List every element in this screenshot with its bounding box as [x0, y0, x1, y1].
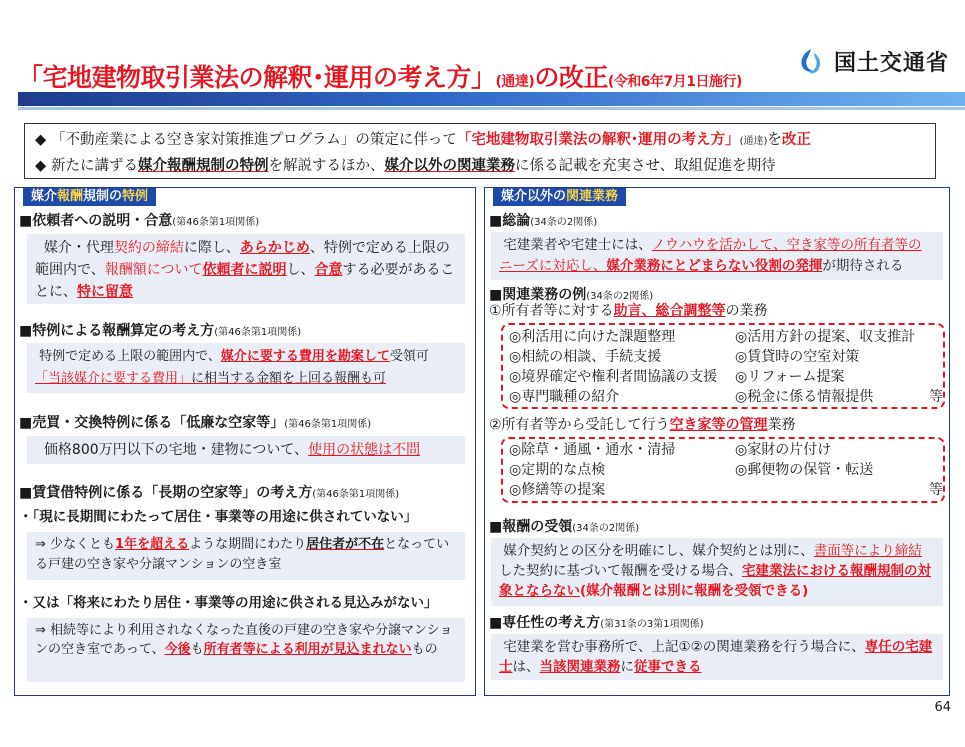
section-ref: (34条の2関係)	[572, 523, 640, 534]
highlight: 書面等により締結	[813, 543, 922, 559]
intro-text: を解説するほか、	[268, 158, 385, 174]
list-item: ◎専門職種の紹介	[509, 389, 620, 405]
right-panel-heading	[493, 188, 626, 206]
heading-text: 媒介	[31, 189, 58, 204]
explanation-block	[491, 232, 943, 280]
title-kaisei: の改正	[534, 63, 608, 92]
task-list-1	[509, 327, 943, 407]
highlight: 当該関連業務	[539, 659, 621, 675]
list-item: ◎税金に係る情報提供	[735, 389, 874, 405]
text: 、特例で定める上限の範囲内で、	[35, 240, 450, 278]
list-item: ◎利活用に向けた課題整理	[509, 329, 676, 345]
intro-highlight: 媒介報酬規制の特例	[138, 158, 269, 174]
section-ref: (第46条第1項関係)	[214, 327, 302, 338]
text: した契約に基づいて報酬を受ける場合、	[499, 563, 742, 579]
highlight: 従事できる	[634, 659, 702, 675]
heading-highlight: 報酬	[57, 189, 84, 204]
title-date: (令和6年7月1日施行)	[607, 74, 742, 90]
highlight: ノウハウを活かして、空き家等の所有者等のニーズに対応し、	[499, 237, 922, 274]
highlight: 居住者が不在	[306, 537, 385, 552]
section-title-text: ■関連業務の例	[489, 287, 587, 303]
task-list-col-left	[509, 440, 675, 500]
section-ref: (第46条第1項関係)	[172, 217, 260, 228]
title-main: 「宅地建物取引業法の解釈･運用の考え方」	[18, 63, 496, 92]
related-tasks-box-1	[501, 323, 945, 409]
left-panel	[14, 187, 476, 696]
etc-label: 等	[929, 482, 943, 498]
text: 宅建業者や宅建士には、	[503, 237, 652, 253]
highlight: 宅建業法における報酬規制の対象とならない	[499, 563, 931, 599]
text: 媒介・代理	[43, 240, 114, 256]
section-title-text: ■専任性の考え方	[489, 615, 601, 631]
list-item: ◎郵便物の保管・転送	[735, 462, 874, 478]
criterion-1: ・「現に長期間にわたって居住・事業等の用途に供されていない」	[19, 509, 418, 525]
text: もの	[411, 642, 438, 657]
block-line	[35, 346, 457, 368]
section-ref: (第46条第1項関係)	[284, 419, 372, 430]
intro-line-1	[35, 128, 925, 154]
section-ref: (第46条第1項関係)	[312, 489, 400, 500]
section-title-text: ■賃貸借特例に係る「長期の空家等」の考え方	[19, 485, 313, 501]
list-item: ◎相続の相談、手続支援	[509, 349, 662, 365]
text: ⇒ 相続等により利用されなくなった直後の戸建の空き家や分譲マンションの空き室であって、	[35, 623, 453, 657]
right-panel	[484, 187, 950, 696]
section-ref: (第31条の3第1項関係)	[600, 619, 704, 630]
intro-highlight: 改正	[781, 132, 811, 148]
subsection-1	[489, 300, 768, 322]
highlight: 特に留意	[77, 284, 133, 300]
highlight: 使用の状態は不問	[308, 442, 421, 458]
text: し、	[286, 262, 315, 278]
highlight: 1年を超える	[115, 537, 190, 552]
highlight: (媒介報酬とは別に報酬を受領できる)	[580, 583, 809, 599]
highlight: 報酬額について	[104, 262, 203, 278]
task-list-col-left	[509, 327, 717, 407]
intro-text: に係る記載を充実させ、取組促進を期待	[515, 158, 776, 174]
highlight: 所有者等による利用が見込まれない	[203, 642, 412, 657]
task-list-2	[509, 440, 943, 502]
page-title	[18, 58, 742, 94]
section-title	[489, 516, 639, 536]
highlight: 専任の宅建士	[499, 639, 933, 675]
mlit-logo-icon	[794, 47, 828, 77]
page-number: 64	[934, 700, 951, 715]
heading-highlight: 特例	[122, 189, 149, 204]
text: 業務	[767, 417, 796, 433]
highlight: 「当該媒介に要する費用」	[35, 371, 192, 386]
heading-text: 規制の	[83, 189, 123, 204]
section-title-text: ■依頼者への説明・合意	[19, 213, 173, 229]
section-title-text: ■売買・交換特例に係る「低廉な空家等」	[19, 415, 285, 431]
header-divider	[18, 92, 965, 106]
section-title	[19, 320, 301, 340]
section-ref: (34条の2関係)	[586, 291, 654, 302]
text: に相当する金額を上回る報酬も可	[191, 371, 387, 386]
ministry-name: 国土交通省	[833, 51, 949, 76]
intro-highlight: 「宅地建物取引業法の解釈･運用の考え方」	[456, 132, 740, 148]
ministry-logo	[794, 46, 949, 77]
list-item: ◎定期的な点検	[509, 462, 606, 478]
explanation-block	[491, 634, 943, 680]
intro-highlight: 媒介以外の関連業務	[384, 158, 515, 174]
left-panel-heading	[23, 188, 156, 206]
list-item: ◎境界確定や権利者間協議の支援	[509, 369, 718, 385]
task-list-col-right	[735, 440, 873, 480]
section-title-text: ■総論	[489, 213, 531, 229]
intro-text: を	[767, 132, 782, 148]
explanation-block	[27, 532, 465, 580]
intro-note: (通達)	[739, 136, 768, 147]
heading-text: 媒介以外の	[501, 189, 567, 204]
list-item: ◎家財の片付け	[735, 442, 832, 458]
heading-highlight: 関連業務	[566, 189, 619, 204]
intro-box	[24, 123, 936, 179]
section-title	[19, 210, 259, 230]
text: となっている戸建の空き家や分譲マンションの空き室	[35, 537, 450, 572]
text: は、	[512, 659, 540, 675]
title-tsutatsu: (通達)	[495, 74, 535, 90]
highlight: あらかじめ	[239, 240, 310, 256]
section-title	[489, 210, 597, 230]
text: 媒介契約との区分を明確にし、媒介契約とは別に、	[503, 543, 814, 559]
section-ref: (34条の2関係)	[530, 217, 598, 228]
text: ような期間にわたり	[189, 537, 307, 552]
header-divider-thin	[18, 107, 965, 110]
explanation-block	[491, 538, 943, 606]
block-line	[35, 368, 457, 390]
text: 受領可	[389, 349, 429, 364]
list-item: ◎活用方針の提案、収支推計	[735, 329, 916, 345]
intro-text: 「不動産業による空き家対策推進プログラム」の策定に伴って	[51, 132, 457, 148]
list-item: ◎賃貸時の空室対策	[735, 349, 860, 365]
text: 宅建業を営む事務所で、上記①②の関連業務を行う場合に、	[503, 639, 865, 655]
subsection-2	[489, 414, 796, 436]
highlight: 助言、総合調整等	[613, 303, 726, 319]
explanation-block	[27, 436, 465, 464]
section-title	[19, 482, 399, 502]
highlight: 媒介に要する費用を勘案して	[220, 349, 390, 364]
list-item: ◎除草・通風・通水・清掃	[509, 442, 676, 458]
highlight: 依頼者に説明	[202, 262, 287, 278]
text: する必要があることに、	[35, 262, 455, 300]
explanation-block	[27, 618, 465, 682]
section-title	[19, 412, 371, 432]
etc-label: 等	[929, 389, 943, 405]
diamond-bullet-icon: ◆	[35, 132, 47, 148]
section-title-text: ■報酬の受領	[489, 519, 573, 535]
explanation-block	[27, 343, 465, 393]
text: が期待される	[822, 258, 904, 274]
text: ⇒ 少なくとも	[35, 537, 116, 552]
explanation-block	[27, 234, 465, 304]
list-item: ◎リフォーム提案	[735, 369, 845, 385]
intro-text: 新たに講ずる	[51, 158, 138, 174]
section-title-text: ■特例による報酬算定の考え方	[19, 323, 215, 339]
text: も	[190, 642, 204, 657]
highlight: 空き家等の管理	[669, 417, 768, 433]
highlight: 契約の締結	[113, 240, 184, 256]
text: ②所有者等から受託して行う	[489, 417, 670, 433]
related-tasks-box-2	[501, 437, 945, 503]
text: に	[620, 659, 634, 675]
text: の業務	[725, 303, 768, 319]
text: ①所有者等に対する	[489, 303, 614, 319]
section-title	[489, 612, 704, 632]
highlight: 媒介業務にとどまらない役割の発揮	[606, 258, 823, 274]
text: に際し、	[183, 240, 240, 256]
highlight: 今後	[164, 642, 191, 657]
criterion-2: ・又は「将来にわたり居住・事業等の用途に供される見込みがない」	[19, 595, 438, 611]
highlight: 合意	[314, 262, 343, 278]
task-list-col-right	[735, 327, 915, 407]
intro-line-2	[35, 154, 925, 178]
diamond-bullet-icon: ◆	[35, 158, 47, 174]
list-item: ◎修繕等の提案	[509, 482, 606, 498]
text: 特例で定める上限の範囲内で、	[39, 349, 221, 364]
text: 価格800万円以下の宅地・建物について、	[43, 442, 309, 458]
